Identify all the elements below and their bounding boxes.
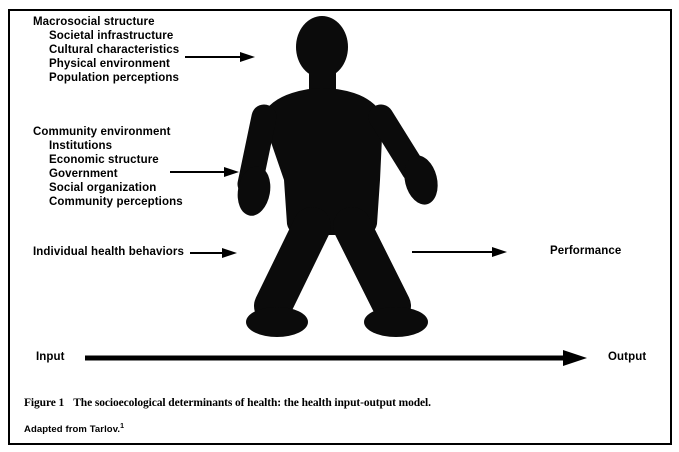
human-silhouette [234,16,443,337]
community-block [33,125,183,209]
silhouette-left-leg [273,226,312,306]
output-label: Output [608,351,647,363]
block-item: Social organization [49,182,157,194]
block-item: Population perceptions [49,72,179,84]
block-item: Institutions [49,140,113,152]
figure-caption [24,397,644,409]
block-item: Societal infrastructure [49,30,174,42]
input-label: Input [36,351,65,363]
block-item: Physical environment [49,58,170,70]
figure-source-note [24,424,124,435]
block-item: Economic structure [49,154,159,166]
behaviors-label: Individual health behaviors [33,246,184,258]
block-item: Community perceptions [49,196,183,208]
performance-label: Performance [550,245,622,257]
source-text: Adapted from Tarlov. [24,424,121,435]
block-heading: Community environment [33,126,171,138]
macrosocial-block [33,15,179,85]
block-heading: Macrosocial structure [33,16,155,28]
silhouette-right-leg [352,226,392,306]
figure-caption-label: Figure 1 [24,397,65,409]
silhouette-left-foot [246,307,308,337]
block-item: Cultural characteristics [49,44,180,56]
figure-caption-title: The socioecological determinants of health: the health input-output model. [73,397,431,409]
block-item: Government [49,168,118,180]
source-reference-mark: 1 [120,422,125,430]
silhouette-right-foot [364,307,428,337]
